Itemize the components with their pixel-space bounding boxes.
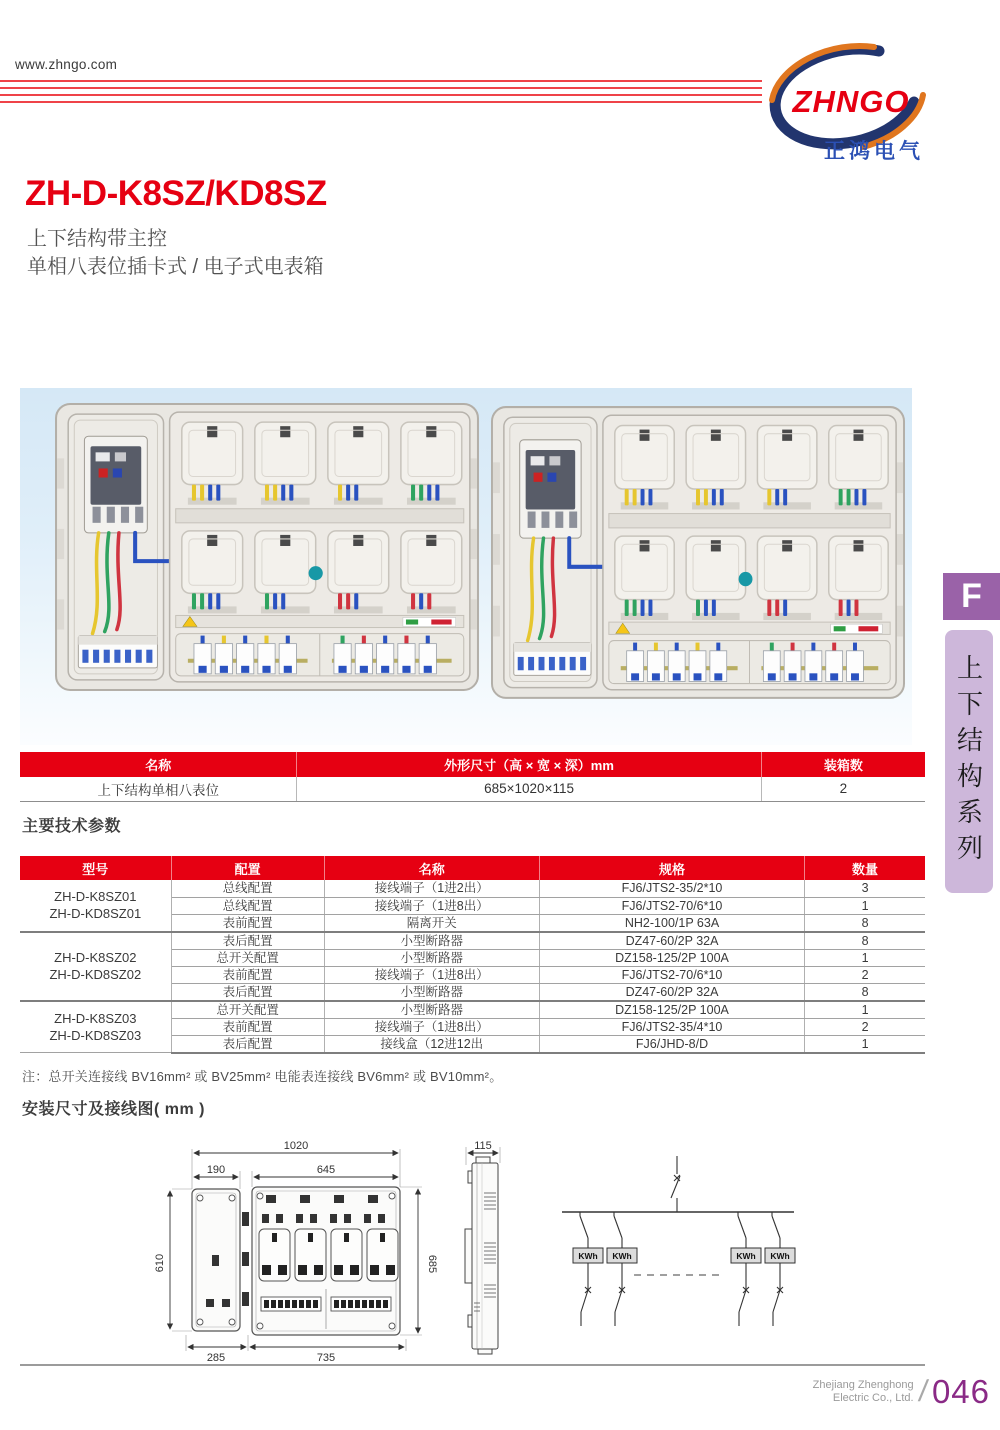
dim-panel-width: 645 (316, 1164, 336, 1176)
spec-cell: DZ158-125/2P 100A (539, 1001, 804, 1019)
wiring-diagram (552, 1150, 804, 1332)
header-rule-line (0, 94, 762, 96)
params-row (20, 932, 925, 950)
size-table-header-name: 名称 (20, 752, 297, 777)
spec-cell: FJ6/JTS2-70/6*10 (539, 966, 804, 983)
company-line2: Electric Co., Ltd. (832, 1392, 914, 1404)
company-name (813, 1379, 914, 1405)
logo-brand-text: ZHNGO (792, 84, 910, 119)
dim-door-height: 610 (154, 1253, 166, 1273)
dim-panel-bottom-width: 735 (316, 1352, 336, 1364)
company-logo (748, 36, 953, 168)
params-row (20, 880, 925, 897)
kwh-meter-label: KWh (612, 1251, 632, 1261)
params-header-name: 名称 (324, 856, 539, 880)
qty-cell: 1 (805, 949, 925, 966)
qty-cell: 1 (805, 897, 925, 914)
qty-cell: 8 (805, 914, 925, 932)
spec-cell: DZ47-60/2P 32A (539, 932, 804, 950)
kwh-meter-label: KWh (770, 1251, 790, 1261)
dim-panel-height: 685 (426, 1254, 438, 1274)
model-cell (20, 1001, 171, 1053)
qty-cell: 3 (805, 880, 925, 897)
qty-cell: 1 (805, 1001, 925, 1019)
product-photo-1 (54, 402, 480, 694)
product-photo-2 (490, 405, 906, 702)
params-table (20, 856, 925, 1054)
dim-total-width: 1020 (283, 1140, 309, 1152)
kwh-meter-label: KWh (578, 1251, 598, 1261)
logo-brand-cn-text: 正鸿电气 (824, 140, 924, 163)
series-banner-text: 上下结构系列 (953, 653, 984, 870)
dim-depth: 115 (474, 1140, 492, 1152)
params-row (20, 1001, 925, 1019)
name-cell: 接线端子（1进8出） (324, 1018, 539, 1035)
config-cell: 表前配置 (171, 1018, 324, 1035)
kwh-meter-label: KWh (736, 1251, 756, 1261)
qty-cell: 8 (805, 932, 925, 950)
params-section-title: 主要技术参数 (22, 818, 122, 835)
name-cell: 隔离开关 (324, 914, 539, 932)
company-line1: Zhejiang Zhenghong (812, 1379, 914, 1391)
spec-cell: FJ6/JTS2-35/4*10 (539, 1018, 804, 1035)
model-line1: ZH-D-K8SZ02 (54, 950, 137, 965)
size-table (20, 752, 925, 802)
name-cell: 小型断路器 (324, 949, 539, 966)
config-cell: 表后配置 (171, 1035, 324, 1053)
spec-cell: DZ158-125/2P 100A (539, 949, 804, 966)
page-number: 046 (931, 1373, 990, 1410)
qty-cell: 2 (805, 966, 925, 983)
table-footnote: 注：总开关连接线 BV16mm² 或 BV25mm² 电能表连接线 BV6mm² 或 BV10mm²。 (22, 1069, 503, 1084)
header-rule-line (0, 101, 762, 103)
size-table-row (20, 777, 925, 801)
model-line2: ZH-D-KD8SZ01 (49, 906, 142, 922)
params-header-row (20, 856, 925, 880)
spec-cell: FJ6/JTS2-70/6*10 (539, 897, 804, 914)
config-cell: 总线配置 (171, 880, 324, 897)
model-cell (20, 880, 171, 932)
footer-slash: / (916, 1375, 930, 1408)
install-section-title: 安装尺寸及接线图( mm ) (22, 1101, 206, 1118)
config-cell: 表后配置 (171, 983, 324, 1001)
model-line1: ZH-D-K8SZ03 (54, 1010, 137, 1026)
qty-cell: 1 (805, 1035, 925, 1053)
front-view-drawing (150, 1136, 440, 1366)
config-cell: 表前配置 (171, 966, 324, 983)
size-qty-cell: 2 (761, 777, 925, 801)
config-cell: 表前配置 (171, 914, 324, 932)
name-cell: 接线端子（1进8出） (324, 897, 539, 914)
product-photo-area (20, 388, 912, 745)
size-name-cell: 上下结构单相八表位 (20, 777, 297, 801)
size-table-header-row (20, 752, 925, 777)
name-cell: 小型断路器 (324, 1001, 539, 1019)
config-cell: 表后配置 (171, 932, 324, 950)
header-rule-line (0, 87, 762, 89)
name-cell: 接线盒（12进12出 (324, 1035, 539, 1053)
size-table-header-qty: 装箱数 (761, 752, 925, 777)
name-cell: 接线端子（1进2出） (324, 880, 539, 897)
params-header-config: 配置 (171, 856, 324, 880)
qty-cell: 2 (805, 1018, 925, 1035)
params-header-model: 型号 (20, 856, 171, 880)
model-line1: ZH-D-K8SZ01 (54, 889, 137, 905)
name-cell: 小型断路器 (324, 932, 539, 950)
size-table-header-dims: 外形尺寸（高 × 宽 × 深）mm (297, 752, 761, 777)
config-cell: 总线配置 (171, 897, 324, 914)
spec-cell: NH2-100/1P 63A (539, 914, 804, 932)
config-cell: 总开关配置 (171, 949, 324, 966)
series-banner (945, 630, 993, 893)
params-header-qty: 数量 (805, 856, 925, 880)
page-title-model: ZH-D-K8SZ/KD8SZ (25, 174, 327, 213)
spec-cell: DZ47-60/2P 32A (539, 983, 804, 1001)
params-header-spec: 规格 (539, 856, 804, 880)
footer-divider (20, 1364, 925, 1366)
subtitle-line2: 单相八表位插卡式 / 电子式电表箱 (27, 256, 324, 278)
qty-cell: 8 (805, 983, 925, 1001)
size-dims-cell: 685×1020×115 (297, 777, 761, 801)
name-cell: 接线端子（1进8出） (324, 966, 539, 983)
dim-door-width: 190 (206, 1164, 226, 1176)
header-rule-line (0, 80, 762, 82)
name-cell: 小型断路器 (324, 983, 539, 1001)
spec-cell: FJ6/JHD-8/D (539, 1035, 804, 1053)
config-cell: 总开关配置 (171, 1001, 324, 1019)
footer (640, 1370, 990, 1414)
section-letter-badge: F (943, 573, 1000, 620)
dim-door-bottom-width: 285 (206, 1352, 226, 1364)
subtitle-line1: 上下结构带主控 (27, 228, 167, 250)
model-line2: ZH-D-KD8SZ02 (49, 967, 142, 982)
model-line2: ZH-D-KD8SZ03 (49, 1027, 142, 1043)
model-cell (20, 932, 171, 1001)
spec-cell: FJ6/JTS2-35/2*10 (539, 880, 804, 897)
website-url: www.zhngo.com (15, 57, 118, 72)
